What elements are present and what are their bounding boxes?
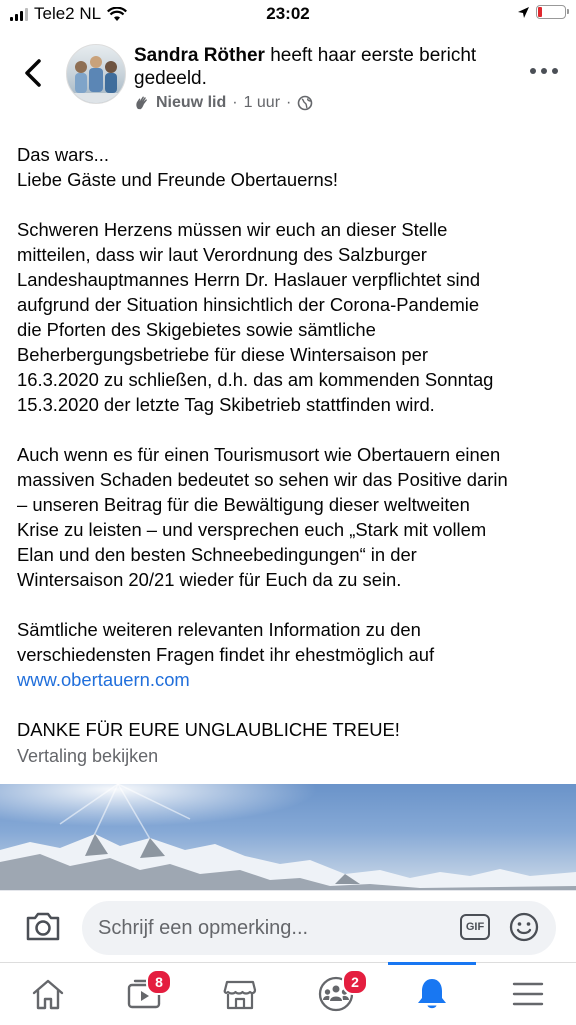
clock: 23:02	[266, 4, 310, 23]
bell-icon	[415, 976, 449, 1012]
author-line	[134, 44, 506, 90]
meta-separator: ·	[232, 94, 238, 111]
paragraph-3	[17, 442, 562, 592]
text-line: 16.3.2020 zu schließen, d.h. das am kommenden Sonntag	[17, 369, 494, 390]
gif-button[interactable]: GIF	[460, 914, 490, 940]
tab-menu[interactable]	[480, 963, 576, 1025]
author-action: heeft haar eerste bericht gedeeld.	[134, 45, 477, 89]
comment-bar	[0, 890, 576, 963]
comment-input[interactable]	[82, 901, 556, 955]
hamburger-menu-icon	[512, 980, 544, 1008]
paragraph-1	[17, 142, 562, 192]
emoji-icon[interactable]	[508, 911, 540, 943]
tab-marketplace[interactable]	[192, 963, 288, 1025]
tab-groups[interactable]	[288, 963, 384, 1025]
tab-watch[interactable]	[96, 963, 192, 1025]
status-bar	[0, 0, 576, 30]
text-line: Auch wenn es für einen Tourismusort wie Obertauern einen	[17, 444, 501, 465]
text-line: Landeshauptmannes Herrn Dr. Haslauer verpflichtet sind	[17, 269, 481, 290]
closing-line: DANKE FÜR EURE UNGLAUBLICHE TREUE!	[17, 719, 400, 740]
new-member-badge: Nieuw lid	[156, 94, 227, 111]
post-header	[0, 36, 576, 122]
translate-link[interactable]: Vertaling bekijken	[17, 746, 159, 766]
mountain-landscape-image	[0, 784, 576, 890]
groups-badge: 2	[342, 969, 368, 995]
text-line: mitteilen, dass wir laut Verordnung des Salzburger	[17, 244, 427, 265]
text-line: Das wars...	[17, 144, 109, 165]
text-line: Beherbergungsbetriebe für diese Wintersaison per	[17, 344, 428, 365]
text-line: Liebe Gäste und Freunde Obertauerns!	[17, 169, 339, 190]
globe-icon	[297, 95, 313, 111]
tab-home[interactable]	[0, 963, 96, 1025]
text-line: Schweren Herzens müssen wir euch an dieser Stelle	[17, 219, 448, 240]
avatar[interactable]	[66, 44, 126, 104]
comment-placeholder: Schrijf een opmerking...	[98, 916, 309, 939]
new-member-wave-icon	[134, 95, 150, 111]
back-button[interactable]	[18, 56, 48, 90]
marketplace-icon	[222, 977, 258, 1011]
text-line: Wintersaison 20/21 wieder für Euch da zu sein.	[17, 569, 402, 590]
paragraph-2	[17, 217, 562, 417]
post-body	[17, 142, 562, 742]
text-line: aufgrund der Situation hinsichtlich der Corona-Pandemie	[17, 294, 480, 315]
battery-icon	[536, 5, 566, 19]
text-line: die Pforten des Skigebietes sowie sämtliche	[17, 319, 376, 340]
paragraph-4	[17, 617, 562, 692]
watch-badge: 8	[146, 969, 172, 995]
text-line: 15.3.2020 der letzte Tag Skibetrieb stattfinden wird.	[17, 394, 435, 415]
meta-separator-2: ·	[286, 94, 292, 111]
website-link[interactable]: www.obertauern.com	[17, 669, 190, 690]
camera-icon[interactable]	[24, 909, 62, 943]
more-options-button[interactable]	[530, 66, 558, 76]
home-icon	[30, 977, 66, 1011]
text-line: massiven Schaden bedeutet so sehen wir das Positive darin	[17, 469, 508, 490]
text-line: Elan und den besten Schneebedingungen“ in der	[17, 544, 417, 565]
avatar-photo	[67, 45, 125, 103]
bottom-tab-bar	[0, 962, 576, 1025]
location-arrow-icon	[517, 6, 530, 19]
tab-notifications[interactable]	[384, 963, 480, 1025]
post-time[interactable]: 1 uur	[243, 94, 281, 111]
text-line: verschiedensten Fragen findet ihr ehestmöglich auf	[17, 644, 435, 665]
post-photo[interactable]	[0, 784, 576, 890]
text-line: Sämtliche weiteren relevanten Information zu den	[17, 619, 421, 640]
carrier-name: Tele2 NL	[34, 4, 102, 23]
author-name[interactable]: Sandra Röther	[134, 45, 265, 66]
post-meta	[134, 94, 313, 112]
text-line: – unseren Beitrag für die Bewältigung dieser weltweiten	[17, 494, 470, 515]
text-line: Krise zu leisten – und versprechen euch „Stark mit vollem	[17, 519, 487, 540]
